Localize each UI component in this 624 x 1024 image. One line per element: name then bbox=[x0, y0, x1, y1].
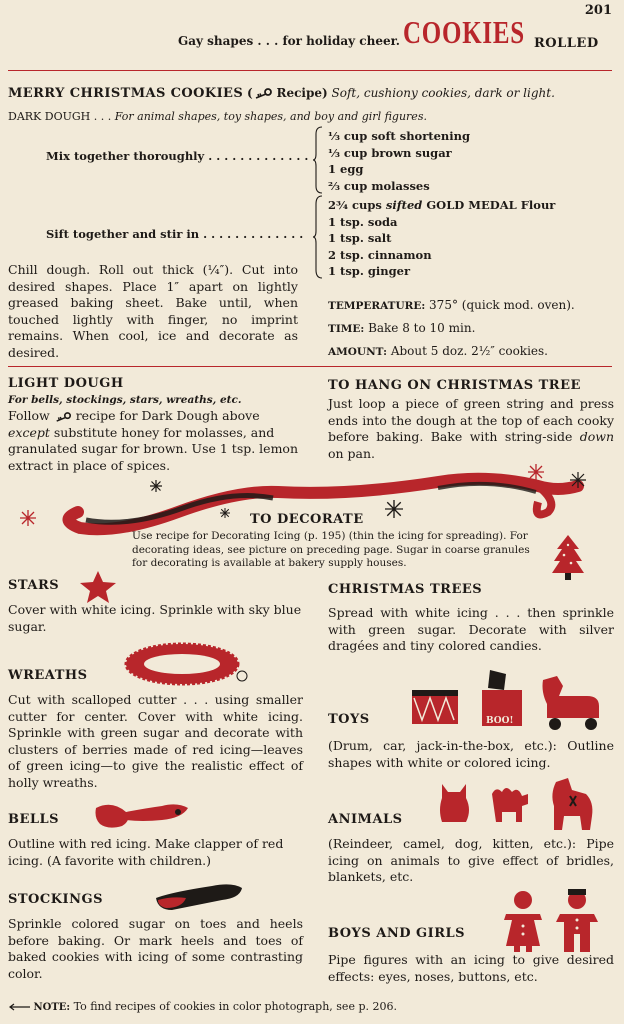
decorate-title: TO DECORATE bbox=[250, 512, 364, 527]
boy-cookie-icon bbox=[554, 888, 600, 952]
step2-ingredients bbox=[328, 197, 555, 280]
recipe-title: MERRY CHRISTMAS COOKIES bbox=[8, 86, 244, 101]
star-icon bbox=[220, 508, 230, 518]
dog-cookie-icon bbox=[546, 776, 598, 832]
ingredient: ⅓ cup brown sugar bbox=[328, 145, 452, 160]
hang-text-a: Just loop a piece of green string and press ends into the dough at the top of each cooky before baking. Bake with string-side bbox=[328, 396, 614, 444]
note-label: NOTE: bbox=[33, 1002, 71, 1013]
light-dough-subtitle: For bells, stockings, stars, wreaths, etc. bbox=[8, 394, 242, 406]
header-rule bbox=[8, 70, 612, 71]
star-cookie-icon bbox=[78, 570, 118, 604]
toys-text: (Drum, car, jack-in-the-box, etc.): Outline shapes with white or colored icing. bbox=[328, 738, 614, 770]
girl-cookie-icon bbox=[500, 888, 546, 952]
camel-cookie-icon bbox=[488, 782, 532, 824]
step1-ingredients bbox=[328, 128, 470, 194]
trees-text: Spread with white icing . . . then sprinkle with green sugar. Decorate with silver dragées and tiny colored candies. bbox=[328, 605, 614, 653]
key-icon bbox=[253, 88, 273, 99]
horse-cookie-icon bbox=[537, 674, 607, 734]
christmas-tree-icon bbox=[551, 533, 585, 581]
recipe-description: Soft, cushiony cookies, dark or light. bbox=[331, 86, 555, 100]
star-icon bbox=[150, 480, 162, 492]
hang-text bbox=[328, 396, 614, 462]
arrow-left-icon bbox=[8, 1003, 30, 1011]
bells-text: Outline with red icing. Make clapper of red icing. (A favorite with children.) bbox=[8, 836, 284, 868]
hang-title: TO HANG ON CHRISTMAS TREE bbox=[328, 378, 581, 393]
step1-label: Mix together thoroughly . . . . . . . . . . . . . bbox=[46, 149, 309, 163]
header-subtitle: ROLLED bbox=[534, 36, 599, 51]
toys-title: TOYS bbox=[328, 712, 370, 727]
boys-girls-title: BOYS AND GIRLS bbox=[328, 926, 466, 941]
step1-brace bbox=[313, 126, 323, 194]
flour-sifted: sifted bbox=[385, 198, 423, 212]
toy-box-label: BOO! bbox=[486, 716, 514, 726]
stars-title: STARS bbox=[8, 578, 60, 593]
stockings-title: STOCKINGS bbox=[8, 892, 103, 907]
snowflake-icon bbox=[385, 500, 403, 518]
decorate-text: Use recipe for Decorating Icing (p. 195) (thin the icing for spreading). For decorating ideas, see picture on preceding page. Sugar in coarse granules for decorating is available at bakery supply houses. bbox=[132, 530, 530, 569]
light-dough-text-b: recipe for Dark Dough above bbox=[71, 408, 260, 423]
note bbox=[8, 1000, 397, 1013]
recipe-heading: MERRY CHRISTMAS COOKIES ( Recipe) Soft, cushiony cookies, dark or light. bbox=[8, 86, 555, 101]
amount-value: About 5 doz. 2½″ cookies. bbox=[390, 344, 548, 358]
snowflake-icon bbox=[528, 464, 544, 480]
bell-cookie-icon bbox=[92, 798, 192, 832]
ingredient: 2 tsp. cinnamon bbox=[328, 247, 432, 262]
animals-title: ANIMALS bbox=[328, 812, 403, 827]
light-dough-except: except bbox=[8, 424, 50, 440]
stars-text: Cover with white icing. Sprinkle with sky blue sugar. bbox=[8, 602, 302, 634]
drum-cookie-icon bbox=[410, 684, 460, 726]
snowflake-icon bbox=[20, 510, 36, 526]
snowflake-icon bbox=[570, 472, 586, 488]
time-label: TIME: bbox=[328, 323, 365, 335]
note-text: To find recipes of cookies in color photograph, see p. 206. bbox=[73, 1000, 397, 1013]
ingredient: ⅓ cup soft shortening bbox=[328, 129, 471, 143]
bells-title: BELLS bbox=[8, 812, 60, 827]
cat-cookie-icon bbox=[436, 780, 474, 824]
step2-brace bbox=[313, 195, 323, 279]
time-row bbox=[328, 321, 475, 335]
recipe-tag: Recipe) bbox=[276, 86, 328, 100]
hang-text-down: down bbox=[579, 429, 614, 444]
wreaths-title: WREATHS bbox=[8, 668, 88, 683]
stocking-cookie-icon bbox=[152, 880, 246, 914]
step2-label: Sift together and stir in . . . . . . . . . . . . . bbox=[46, 227, 304, 241]
section-rule bbox=[8, 366, 612, 367]
boys-girls-text: Pipe figures with an icing to give desired effects: eyes, noses, buttons, etc. bbox=[328, 952, 614, 984]
dark-dough-note: For animal shapes, toy shapes, and boy and girl figures. bbox=[114, 110, 427, 123]
time-value: Bake 8 to 10 min. bbox=[368, 321, 476, 335]
light-dough-text-c: substitute honey for molasses, and granulated sugar for brown. Use 1 tsp. lemon extract in place of spices. bbox=[8, 424, 299, 473]
temperature-value: 375° (quick mod. oven). bbox=[429, 298, 575, 312]
ingredient: 1 tsp. salt bbox=[328, 231, 392, 245]
page-number: 201 bbox=[584, 3, 612, 18]
trees-title: CHRISTMAS TREES bbox=[328, 582, 483, 597]
flour-amount: 2¾ cups bbox=[328, 198, 386, 212]
temperature-row bbox=[328, 298, 575, 312]
light-dough-title: LIGHT DOUGH bbox=[8, 376, 124, 391]
temperature-label: TEMPERATURE: bbox=[328, 300, 426, 312]
stockings-text: Sprinkle colored sugar on toes and heels before baking. Or mark heels and toes of baked cookies with icing of some contrasting color. bbox=[8, 916, 303, 981]
wreaths-text: Cut with scalloped cutter . . . using smaller cutter for center. Cover with white icing. Sprinkle with green sugar and decorate with clusters of berries made of red icing—leaves of green icing—to give the realistic effect of holly wreaths. bbox=[8, 692, 303, 790]
amount-row bbox=[328, 344, 548, 358]
animals-text: (Reindeer, camel, dog, kitten, etc.): Pipe icing on animals to give effect of bridles, blankets, etc. bbox=[328, 836, 614, 884]
key-icon bbox=[54, 412, 72, 422]
light-dough-text-a: Follow bbox=[8, 408, 54, 423]
ingredient: 1 egg bbox=[328, 162, 364, 176]
amount-label: AMOUNT: bbox=[328, 346, 387, 358]
flour-name: GOLD MEDAL Flour bbox=[422, 198, 556, 212]
ingredient: 1 tsp. ginger bbox=[328, 264, 411, 278]
dark-dough-heading bbox=[8, 110, 427, 123]
instructions: Chill dough. Roll out thick (¼″). Cut into desired shapes. Place 1″ apart on lightly greased baking sheet. Bake until, when touched lightly with finger, no imprint remains. When cool, ice and decorate as desired. bbox=[8, 262, 298, 360]
ingredient-flour bbox=[328, 197, 555, 214]
dark-dough-label: DARK DOUGH . . . bbox=[8, 110, 112, 123]
header-tagline: Gay shapes . . . for holiday cheer. bbox=[178, 34, 400, 48]
hang-text-b: on pan. bbox=[328, 445, 376, 461]
header-title: COOKIES bbox=[403, 14, 525, 50]
wreath-cookie-icon bbox=[122, 640, 252, 688]
ingredient: ⅔ cup molasses bbox=[328, 178, 430, 193]
ingredient: 1 tsp. soda bbox=[328, 214, 398, 229]
